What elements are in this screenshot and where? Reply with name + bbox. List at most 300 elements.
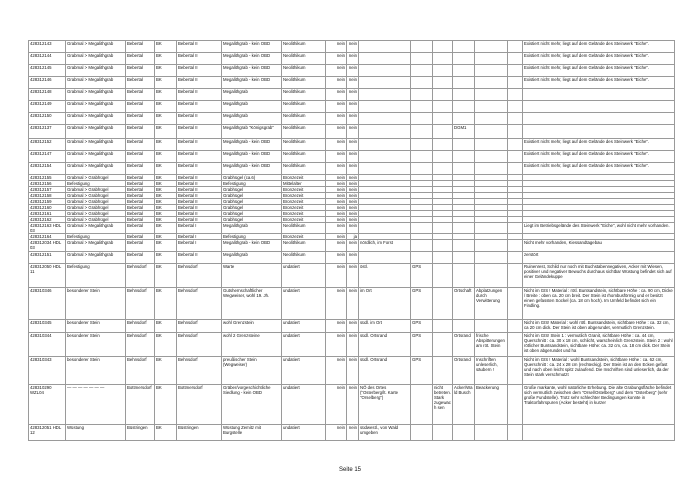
location-cell — [359, 163, 411, 175]
page-footer: Seite 15 — [338, 467, 362, 473]
table-row — [29, 264, 675, 288]
object-id-cell: 428312154 — [29, 163, 66, 175]
period-cell: Neolithikum — [282, 139, 326, 151]
period-cell: undatiert — [282, 357, 326, 385]
method-cell — [411, 125, 433, 139]
locality-cell: Bebertal II — [177, 211, 222, 217]
flag-1-cell: nein — [326, 125, 347, 139]
location-cell — [359, 151, 411, 163]
location-cell: im Ort — [359, 288, 411, 320]
condition-cell — [433, 425, 453, 441]
flag-1-cell: nein — [326, 163, 347, 175]
remark-cell: Liegt im Betriebsgelände des Steinwerk "Eiche", wohl nicht mehr vorhanden. — [523, 223, 675, 234]
method-cell: GPS — [411, 288, 433, 320]
locality-cell: Bebertal II — [177, 41, 222, 53]
description-cell: wohl 2 Grenzsteine — [222, 333, 282, 357]
description-cell: Grabhügel — [222, 217, 282, 223]
damage-cell — [475, 113, 508, 125]
method-cell — [411, 113, 433, 125]
condition-cell: nicht betreten. Stark zugewach sen — [433, 385, 453, 425]
object-id-cell: 428310346 — [29, 288, 66, 320]
municipality-cell: Bebertal — [126, 252, 155, 264]
municipality-cell: Bebertal — [126, 187, 155, 193]
flag-1-cell: nein — [326, 264, 347, 288]
flag-1-cell: nein — [326, 320, 347, 333]
description-cell: Grabhügel — [222, 193, 282, 199]
land-use-cell — [453, 264, 475, 288]
object-type-cell: Grabmal > Grabhügel — [66, 205, 126, 211]
table-row — [29, 425, 675, 441]
description-cell: Gräber/vorgeschichtliche Siedlung - kein OBD — [222, 385, 282, 425]
object-id-cell: 428312137 — [29, 125, 66, 139]
extra-cell — [508, 113, 523, 125]
description-cell: Gutshernschaftlicher Wegweiser, wohl 19. Jh. — [222, 288, 282, 320]
location-cell: östl. — [359, 264, 411, 288]
method-cell — [411, 425, 433, 441]
damage-cell — [475, 125, 508, 139]
location-cell: südl. Ortsrand — [359, 333, 411, 357]
location-cell — [359, 65, 411, 77]
location-cell — [359, 223, 411, 234]
district-cell: BK — [155, 113, 177, 125]
period-cell: Bronzezeit — [282, 205, 326, 211]
flag-1-cell: nein — [326, 101, 347, 113]
district-cell: BK — [155, 125, 177, 139]
condition-cell — [433, 223, 453, 234]
municipality-cell: Bebertal — [126, 175, 155, 181]
municipality-cell: Bebertal — [126, 181, 155, 187]
locality-cell: Bebertal I — [177, 234, 222, 240]
table-row — [29, 41, 675, 53]
land-use-cell — [453, 223, 475, 234]
remark-cell: Existiert nicht mehr, liegt auf dem Gelände des Steinwerk "Eiche". — [523, 41, 675, 53]
district-cell: BK — [155, 77, 177, 89]
land-use-cell — [453, 252, 475, 264]
remark-cell — [523, 89, 675, 101]
municipality-cell: Bebertal — [126, 89, 155, 101]
monument-table — [28, 40, 675, 441]
land-use-cell — [453, 89, 475, 101]
flag-2-cell: nein — [347, 320, 359, 333]
table-row — [29, 89, 675, 101]
district-cell: BK — [155, 234, 177, 240]
description-cell: Megalithgrab - kein OBD — [222, 77, 282, 89]
flag-2-cell: nein — [347, 77, 359, 89]
location-cell: südl. Ortsrand — [359, 357, 411, 385]
period-cell: undatiert — [282, 425, 326, 441]
remark-cell: Ruinenrest, Schild nur noch mit Buchstabennegativen, Acker mit Wiesen, positiver und negativer Bewuchs durchaus sichtbar Wüstung befindet sich auf einer Geländekuppe — [523, 264, 675, 288]
municipality-cell: Behnsdorf — [126, 320, 155, 333]
period-cell: Neolithikum — [282, 53, 326, 65]
flag-2-cell: nein — [347, 89, 359, 101]
object-id-cell: 428312162 — [29, 217, 66, 223]
object-type-cell: — — — — — — — — [66, 385, 126, 425]
district-cell: BK — [155, 65, 177, 77]
extra-cell — [508, 125, 523, 139]
object-type-cell: Grabmal > Grabhügel — [66, 211, 126, 217]
extra-cell — [508, 77, 523, 89]
object-id-cell: 428312158 — [29, 193, 66, 199]
table-row — [29, 163, 675, 175]
land-use-cell — [453, 65, 475, 77]
object-type-cell: Grabmal > Megalithgrab — [66, 139, 126, 151]
description-cell: Megalithgrab - kein OBD — [222, 163, 282, 175]
description-cell: Megalithgrab - kein OBD — [222, 65, 282, 77]
land-use-cell: Ortsrand — [453, 333, 475, 357]
object-id-cell: 428312161 — [29, 211, 66, 217]
table-row — [29, 385, 675, 425]
condition-cell — [433, 320, 453, 333]
flag-2-cell: nein — [347, 357, 359, 385]
table-row — [29, 113, 675, 125]
district-cell: BK — [155, 288, 177, 320]
description-cell: Megalithgrab — [222, 113, 282, 125]
description-cell: Grabhügel — [222, 211, 282, 217]
land-use-cell — [453, 163, 475, 175]
location-cell — [359, 113, 411, 125]
object-id-cell: 428312152 — [29, 139, 66, 151]
remark-cell — [523, 101, 675, 113]
method-cell — [411, 53, 433, 65]
condition-cell — [433, 139, 453, 151]
description-cell: Megalithgrab — [222, 223, 282, 234]
damage-cell: Inschriften unleserlich, säubern ! — [475, 357, 508, 385]
municipality-cell: Bebertal — [126, 211, 155, 217]
flag-2-cell: nein — [347, 240, 359, 252]
municipality-cell: Behnsdorf — [126, 333, 155, 357]
flag-1-cell: nein — [326, 175, 347, 181]
description-cell: Megalithgrab "Königsgrab" — [222, 125, 282, 139]
period-cell: Neolithikum — [282, 223, 326, 234]
flag-1-cell: nein — [326, 187, 347, 193]
extra-cell — [508, 357, 523, 385]
location-cell — [359, 252, 411, 264]
land-use-cell — [453, 53, 475, 65]
remark-cell: zerstört — [523, 252, 675, 264]
location-cell — [359, 53, 411, 65]
district-cell: BK — [155, 425, 177, 441]
method-cell — [411, 223, 433, 234]
municipality-cell: Bebertal — [126, 151, 155, 163]
object-type-cell: Grabmal > Grabhügel — [66, 187, 126, 193]
condition-cell — [433, 65, 453, 77]
damage-cell — [475, 425, 508, 441]
table-row — [29, 252, 675, 264]
flag-2-cell: nein — [347, 288, 359, 320]
municipality-cell: Bebertal — [126, 41, 155, 53]
condition-cell — [433, 101, 453, 113]
flag-2-cell: nein — [347, 41, 359, 53]
flag-1-cell: nein — [326, 357, 347, 385]
object-type-cell: Grabmal > Megalithgrab — [66, 240, 126, 252]
district-cell: BK — [155, 193, 177, 199]
district-cell: BK — [155, 217, 177, 223]
location-cell: nördlich, im Forst — [359, 240, 411, 252]
locality-cell: Bebertal II — [177, 89, 222, 101]
district-cell: BK — [155, 333, 177, 357]
table-body — [29, 41, 675, 441]
extra-cell — [508, 320, 523, 333]
municipality-cell: Behnsdorf — [126, 288, 155, 320]
object-type-cell: besonderer Stein — [66, 357, 126, 385]
period-cell: Mittelalter — [282, 181, 326, 187]
object-id-cell: 428310343 — [29, 357, 66, 385]
damage-cell — [475, 151, 508, 163]
land-use-cell — [453, 240, 475, 252]
object-id-cell: 428312150 — [29, 113, 66, 125]
locality-cell: Bebertal II — [177, 199, 222, 205]
damage-cell: Abplatzungen durch Verwitterung — [475, 288, 508, 320]
object-id-cell: 428312163 HDL 03 — [29, 223, 66, 234]
locality-cell: Bebertal II — [177, 175, 222, 181]
description-cell: Warte — [222, 264, 282, 288]
damage-cell: frische Abspitterungen am röt. Stein — [475, 333, 508, 357]
flag-2-cell: nein — [347, 333, 359, 357]
object-type-cell: Grabmal > Megalithgrab — [66, 252, 126, 264]
extra-cell — [508, 163, 523, 175]
method-cell — [411, 240, 433, 252]
object-type-cell: Grabmal > Megalithgrab — [66, 41, 126, 53]
object-type-cell: Grabmal > Megalithgrab — [66, 53, 126, 65]
description-cell: Megalithgrab - kein OBD — [222, 41, 282, 53]
extra-cell — [508, 89, 523, 101]
condition-cell — [433, 288, 453, 320]
flag-2-cell: nein — [347, 205, 359, 211]
period-cell: Neolithikum — [282, 89, 326, 101]
flag-2-cell: nein — [347, 163, 359, 175]
locality-cell: Bebertal I — [177, 240, 222, 252]
period-cell: Neolithikum — [282, 65, 326, 77]
condition-cell — [433, 89, 453, 101]
extra-cell — [508, 223, 523, 234]
flag-1-cell: nein — [326, 181, 347, 187]
extra-cell — [508, 65, 523, 77]
location-cell: südl. im Ort — [359, 320, 411, 333]
flag-1-cell: nein — [326, 425, 347, 441]
object-type-cell: Grabmal > Grabhügel — [66, 217, 126, 223]
flag-2-cell: nein — [347, 252, 359, 264]
extra-cell — [508, 333, 523, 357]
object-id-cell: 428312155 — [29, 175, 66, 181]
object-id-cell: 428312147 — [29, 151, 66, 163]
flag-1-cell: nein — [326, 139, 347, 151]
remark-cell: Existiert nicht mehr, liegt auf dem Gelände des Steinwerk "Eiche". — [523, 163, 675, 175]
district-cell: BK — [155, 264, 177, 288]
municipality-cell: Bebertal — [126, 223, 155, 234]
land-use-cell — [453, 425, 475, 441]
period-cell: Neolithikum — [282, 252, 326, 264]
condition-cell — [433, 333, 453, 357]
description-cell: Megalithgrab - kein OBD — [222, 240, 282, 252]
period-cell: Neolithikum — [282, 77, 326, 89]
object-id-cell: 428312157 — [29, 187, 66, 193]
period-cell: Neolithikum — [282, 151, 326, 163]
object-id-cell: 428310345 — [29, 320, 66, 333]
municipality-cell: Bebertal — [126, 101, 155, 113]
damage-cell — [475, 264, 508, 288]
remark-cell: Nicht im GIS ! Material : wohl Buntsandstein, sichtbare Höhe : ca. 62 cm, Querschnitt : ca. 24 x 28 cm (rechteckig). Der Stein ist an den Ecken gefast und nach oben leicht spitz zulaufend. Die Inschriften sind unleserlich, da der Stein stark verschmutzt — [523, 357, 675, 385]
locality-cell: Bebertal II — [177, 53, 222, 65]
locality-cell: Bebertal II — [177, 101, 222, 113]
location-cell: südwestl., von Wald umgeben — [359, 425, 411, 441]
period-cell: Bronzezeit — [282, 217, 326, 223]
locality-cell: Bebertal II — [177, 187, 222, 193]
district-cell: BK — [155, 163, 177, 175]
remark-cell: Nicht im GIS! Material : wohl rötl. Buntsandstein, sichtbare Höhe : ca. 32 cm, ca 20 cm dick. Der Stein ist oben abgerundet, vermutlich Grenzstein. — [523, 320, 675, 333]
condition-cell — [433, 41, 453, 53]
period-cell: undatiert — [282, 320, 326, 333]
municipality-cell: Büstringen — [126, 425, 155, 441]
condition-cell — [433, 125, 453, 139]
district-cell: BK — [155, 240, 177, 252]
locality-cell: Büstringen — [177, 425, 222, 441]
damage-cell — [475, 65, 508, 77]
flag-2-cell: nein — [347, 264, 359, 288]
municipality-cell: Bebertal — [126, 217, 155, 223]
extra-cell — [508, 53, 523, 65]
locality-cell: Behnsdorf — [177, 357, 222, 385]
condition-cell — [433, 163, 453, 175]
flag-1-cell: nein — [326, 193, 347, 199]
municipality-cell: Bebertal — [126, 53, 155, 65]
condition-cell — [433, 151, 453, 163]
flag-1-cell: nein — [326, 199, 347, 205]
object-type-cell: Grabmal > Grabhügel — [66, 175, 126, 181]
object-id-cell: 428312159 — [29, 199, 66, 205]
flag-2-cell: nein — [347, 223, 359, 234]
flag-1-cell: nein — [326, 234, 347, 240]
method-cell — [411, 101, 433, 113]
period-cell: undatiert — [282, 264, 326, 288]
municipality-cell: Bebertal — [126, 193, 155, 199]
object-type-cell: Grabmal > Grabhügel — [66, 199, 126, 205]
remark-cell — [523, 113, 675, 125]
district-cell: BK — [155, 101, 177, 113]
table-row — [29, 125, 675, 139]
location-cell — [359, 77, 411, 89]
period-cell: Bronzezeit — [282, 187, 326, 193]
land-use-cell — [453, 113, 475, 125]
flag-2-cell: nein — [347, 113, 359, 125]
description-cell: Megalithgrab — [222, 252, 282, 264]
municipality-cell: Bebertal — [126, 240, 155, 252]
location-cell: NÖ des Ortes ("Osterberg/lt. Karte "Orselberg") — [359, 385, 411, 425]
flag-2-cell: nein — [347, 101, 359, 113]
municipality-cell: Bebertal — [126, 77, 155, 89]
location-cell — [359, 125, 411, 139]
flag-1-cell: nein — [326, 205, 347, 211]
flag-2-cell: nein — [347, 175, 359, 181]
method-cell — [411, 65, 433, 77]
remark-cell: Existiert nicht mehr, liegt auf dem Gelände des Steinwerk "Eiche". — [523, 65, 675, 77]
land-use-cell — [453, 320, 475, 333]
district-cell: BK — [155, 199, 177, 205]
method-cell — [411, 139, 433, 151]
remark-cell: Große markante, wohl natürliche Erhebung. Die alte Grabungsfläche befindet sich vermutlich zwischen dem "Orsel/Ostelberg" und dem "Osterberg" (sehr große Fundstelle). Trotz sehr schlechter Bedingungen konnte in Traktorfahrspuren (Acker besteht) in kurzer — [523, 385, 675, 425]
extra-cell — [508, 151, 523, 163]
land-use-cell: Acker/Wald Busch — [453, 385, 475, 425]
period-cell: Bronzezeit — [282, 234, 326, 240]
description-cell: Grabhügel — [222, 187, 282, 193]
object-type-cell: Grabmal > Grabhügel — [66, 193, 126, 199]
remark-cell: Existiert nicht mehr, liegt auf dem Gelände des Steinwerk "Eiche". — [523, 151, 675, 163]
locality-cell: Bebertal II — [177, 163, 222, 175]
condition-cell — [433, 77, 453, 89]
description-cell: preußischer Stein (Wegweiser) — [222, 357, 282, 385]
object-type-cell: Befestigung — [66, 181, 126, 187]
period-cell: Bronzezeit — [282, 175, 326, 181]
district-cell: BK — [155, 187, 177, 193]
table-row — [29, 77, 675, 89]
locality-cell: Behnsdorf — [177, 333, 222, 357]
object-type-cell: Grabmal > Megalithgrab — [66, 65, 126, 77]
flag-2-cell: nein — [347, 217, 359, 223]
district-cell: BK — [155, 252, 177, 264]
extra-cell — [508, 41, 523, 53]
period-cell: Bronzezeit — [282, 211, 326, 217]
extra-cell — [508, 240, 523, 252]
district-cell: BK — [155, 53, 177, 65]
table-row — [29, 288, 675, 320]
land-use-cell — [453, 77, 475, 89]
flag-2-cell: nein — [347, 425, 359, 441]
table-row — [29, 65, 675, 77]
method-cell — [411, 151, 433, 163]
table-row — [29, 53, 675, 65]
table-row — [29, 357, 675, 385]
locality-cell: Bebertal II — [177, 193, 222, 199]
period-cell: Neolithikum — [282, 240, 326, 252]
remark-cell: Nicht mehr vorhanden, Kiessandtagebau — [523, 240, 675, 252]
object-id-cell: 428312145 — [29, 65, 66, 77]
municipality-cell: Bebertal — [126, 113, 155, 125]
remark-cell: Nicht im GIS ! Material : rötl. Buntsandstein, sichtbare Höhe : ca. 90 cm, Dicke / Breite : oben ca. 20 cm breit. Der Stein ist rhombusförmig und er besitzt einen gefassten Sockel (ca. 18 cm hoch). Im Umfeld befindet sich ein Findling. — [523, 288, 675, 320]
locality-cell: Bottmersdorf — [177, 385, 222, 425]
period-cell: Neolithikum — [282, 41, 326, 53]
description-cell: Grabhügel — [222, 199, 282, 205]
flag-2-cell: nein — [347, 53, 359, 65]
object-id-cell: 428310344 — [29, 333, 66, 357]
object-id-cell: 428312164 — [29, 234, 66, 240]
damage-cell — [475, 77, 508, 89]
locality-cell: Bebertal II — [177, 252, 222, 264]
municipality-cell: Bebertal — [126, 125, 155, 139]
flag-2-cell: nein — [347, 151, 359, 163]
municipality-cell: Bottmersdorf — [126, 385, 155, 425]
object-id-cell: 428312149 — [29, 101, 66, 113]
extra-cell — [508, 139, 523, 151]
land-use-cell — [453, 41, 475, 53]
district-cell: BK — [155, 89, 177, 101]
table-row — [29, 333, 675, 357]
flag-2-cell: ja — [347, 234, 359, 240]
locality-cell: Bebertal II — [177, 113, 222, 125]
method-cell — [411, 41, 433, 53]
object-id-cell: 428312034 HDL 03 — [29, 240, 66, 252]
location-cell — [359, 139, 411, 151]
object-id-cell: 428312160 — [29, 205, 66, 211]
land-use-cell — [453, 101, 475, 113]
district-cell: BK — [155, 320, 177, 333]
method-cell: GPS — [411, 264, 433, 288]
remark-cell: Existiert nicht mehr, liegt auf dem Gelände des Steinwerk "Eiche". — [523, 77, 675, 89]
damage-cell — [475, 53, 508, 65]
object-type-cell: Grabmal > Megalithgrab — [66, 125, 126, 139]
municipality-cell: Bebertal — [126, 199, 155, 205]
flag-2-cell: nein — [347, 139, 359, 151]
period-cell: Neolithikum — [282, 125, 326, 139]
object-id-cell: 428312156 — [29, 181, 66, 187]
